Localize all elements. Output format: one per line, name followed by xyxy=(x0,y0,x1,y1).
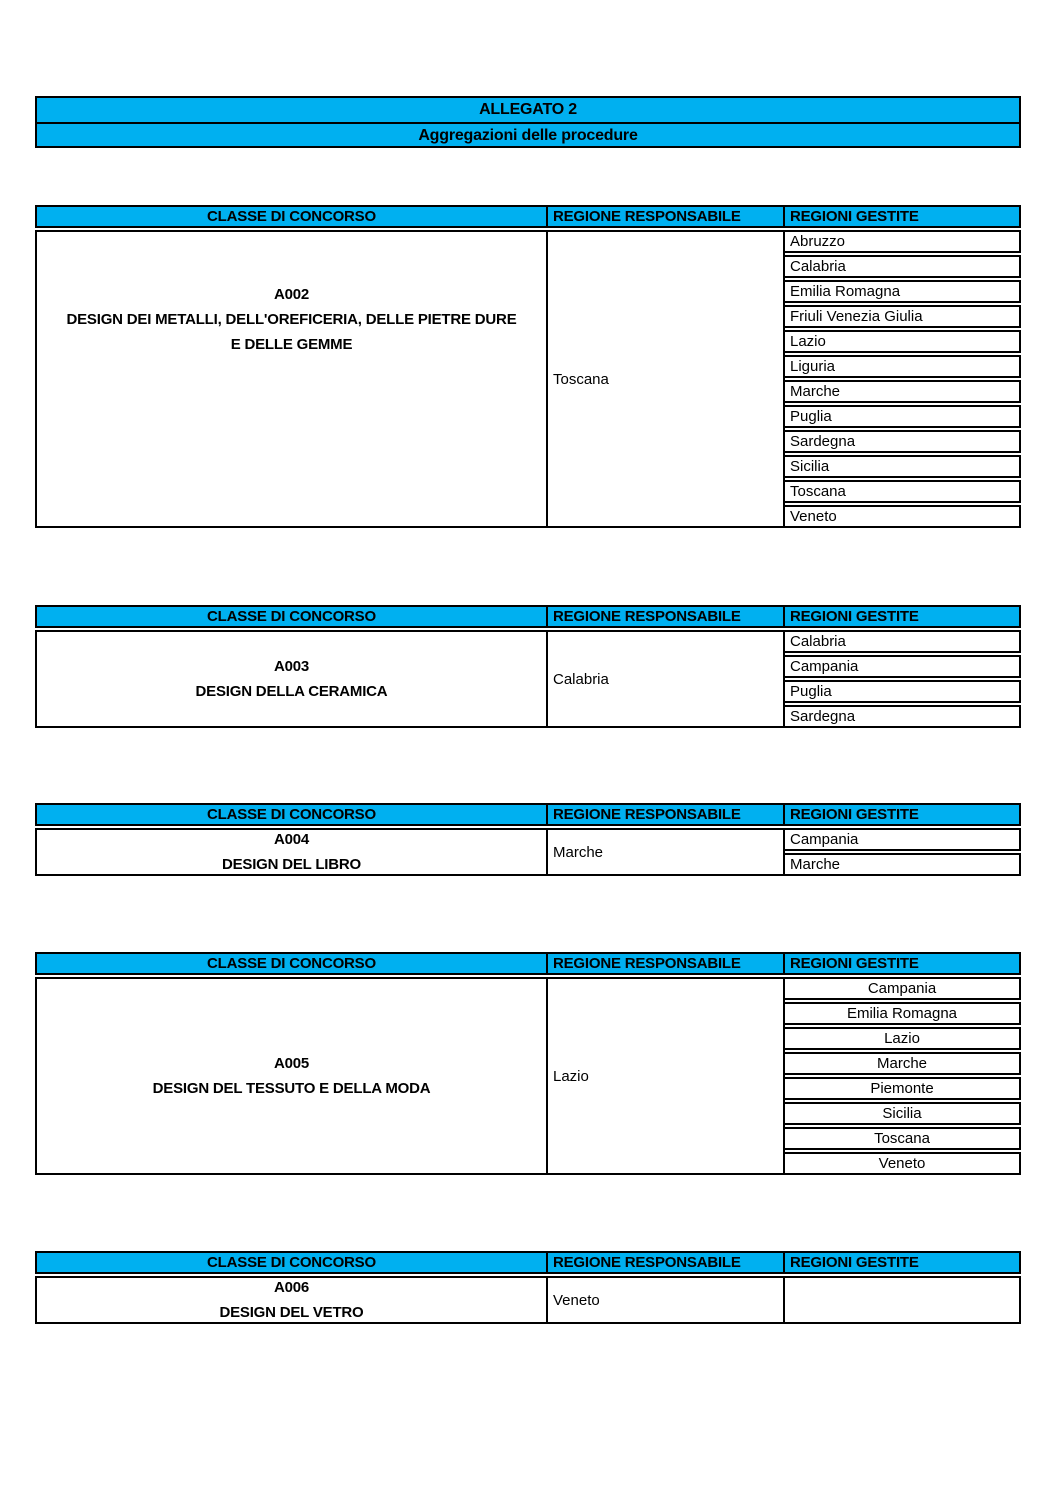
regione-gestita-item: Toscana xyxy=(785,1127,1021,1150)
col-header-regioni-gestite: REGIONI GESTITE xyxy=(785,952,1021,975)
classe-name-line: DESIGN DEI METALLI, DELL'OREFICERIA, DELLE PIETRE DURE xyxy=(66,311,517,328)
col-header-regione-responsabile: REGIONE RESPONSABILE xyxy=(548,952,785,975)
regioni-gestite-list xyxy=(785,1276,1021,1324)
regione-gestita-item: Campania xyxy=(785,977,1021,1000)
regioni-gestite-list xyxy=(785,828,1021,876)
classe-name-line: DESIGN DELLA CERAMICA xyxy=(195,683,388,700)
col-header-regioni-gestite: REGIONI GESTITE xyxy=(785,605,1021,628)
regione-gestita-item: Puglia xyxy=(785,680,1021,703)
regione-gestita-item: Campania xyxy=(785,655,1021,678)
classe-name-line: DESIGN DEL TESSUTO E DELLA MODA xyxy=(152,1080,431,1097)
classe-code: A002 xyxy=(273,286,310,303)
concorso-table-a005 xyxy=(35,952,1021,1175)
regione-responsabile-cell: Veneto xyxy=(548,1276,785,1324)
col-header-classe-di-concorso: CLASSE DI CONCORSO xyxy=(35,803,548,826)
classe-name-line: DESIGN DEL VETRO xyxy=(219,1304,364,1321)
regione-gestita-item: Veneto xyxy=(785,505,1021,528)
classe-name-line: DESIGN DEL LIBRO xyxy=(221,856,362,873)
regione-gestita-item: Lazio xyxy=(785,1027,1021,1050)
col-header-regione-responsabile: REGIONE RESPONSABILE xyxy=(548,803,785,826)
regione-gestita-item: Marche xyxy=(785,1052,1021,1075)
col-header-regione-responsabile: REGIONE RESPONSABILE xyxy=(548,1251,785,1274)
col-header-regioni-gestite: REGIONI GESTITE xyxy=(785,1251,1021,1274)
classe-name xyxy=(66,307,516,357)
classe-cell xyxy=(35,977,548,1175)
regione-responsabile-cell: Lazio xyxy=(548,977,785,1175)
regione-gestita-item: Abruzzo xyxy=(785,230,1021,253)
regioni-gestite-list xyxy=(785,230,1021,528)
classe-code: A003 xyxy=(273,658,310,675)
classe-cell xyxy=(35,230,548,528)
col-header-regioni-gestite: REGIONI GESTITE xyxy=(785,803,1021,826)
regione-gestita-item: Piemonte xyxy=(785,1077,1021,1100)
classe-code: A006 xyxy=(273,1279,310,1296)
regione-gestita-item: Sardegna xyxy=(785,705,1021,728)
regione-gestita-item: Emilia Romagna xyxy=(785,1002,1021,1025)
regione-gestita-item: Marche xyxy=(785,853,1021,876)
concorso-table-a002 xyxy=(35,205,1021,528)
concorso-table-a003 xyxy=(35,605,1021,728)
regione-gestita-item: Sicilia xyxy=(785,455,1021,478)
classe-name xyxy=(222,852,361,877)
regione-gestita-item: Puglia xyxy=(785,405,1021,428)
col-header-classe-di-concorso: CLASSE DI CONCORSO xyxy=(35,205,548,228)
regione-responsabile-cell: Toscana xyxy=(548,230,785,528)
regione-gestita-item: Sicilia xyxy=(785,1102,1021,1125)
col-header-regione-responsabile: REGIONE RESPONSABILE xyxy=(548,205,785,228)
regione-gestita-item: Calabria xyxy=(785,255,1021,278)
regioni-gestite-empty-cell xyxy=(785,1276,1021,1324)
regione-gestita-item: Veneto xyxy=(785,1152,1021,1175)
regione-gestita-item: Lazio xyxy=(785,330,1021,353)
col-header-classe-di-concorso: CLASSE DI CONCORSO xyxy=(35,605,548,628)
regione-gestita-item: Sardegna xyxy=(785,430,1021,453)
document-title-box xyxy=(35,96,1021,148)
classe-code: A005 xyxy=(273,1055,310,1072)
classe-code: A004 xyxy=(273,831,310,848)
col-header-regione-responsabile: REGIONE RESPONSABILE xyxy=(548,605,785,628)
regione-gestita-item: Calabria xyxy=(785,630,1021,653)
regione-gestita-item: Toscana xyxy=(785,480,1021,503)
classe-name xyxy=(219,1300,363,1325)
regione-gestita-item: Marche xyxy=(785,380,1021,403)
regione-gestita-item: Campania xyxy=(785,828,1021,851)
document-title-line2: Aggregazioni delle procedure xyxy=(37,122,1019,146)
document-title-line1: ALLEGATO 2 xyxy=(37,98,1019,122)
col-header-classe-di-concorso: CLASSE DI CONCORSO xyxy=(35,952,548,975)
concorso-table-a004 xyxy=(35,803,1021,876)
concorso-table-a006 xyxy=(35,1251,1021,1324)
regione-responsabile-cell: Marche xyxy=(548,828,785,876)
regione-gestita-item: Friuli Venezia Giulia xyxy=(785,305,1021,328)
regioni-gestite-list xyxy=(785,977,1021,1175)
classe-cell xyxy=(35,630,548,728)
classe-name xyxy=(153,1076,431,1101)
classe-name-line: E DELLE GEMME xyxy=(230,336,353,353)
classe-cell xyxy=(35,1276,548,1324)
classe-cell xyxy=(35,828,548,876)
col-header-classe-di-concorso: CLASSE DI CONCORSO xyxy=(35,1251,548,1274)
classe-name xyxy=(196,679,388,704)
regione-gestita-item: Emilia Romagna xyxy=(785,280,1021,303)
regione-gestita-item: Liguria xyxy=(785,355,1021,378)
col-header-regioni-gestite: REGIONI GESTITE xyxy=(785,205,1021,228)
regione-responsabile-cell: Calabria xyxy=(548,630,785,728)
regioni-gestite-list xyxy=(785,630,1021,728)
